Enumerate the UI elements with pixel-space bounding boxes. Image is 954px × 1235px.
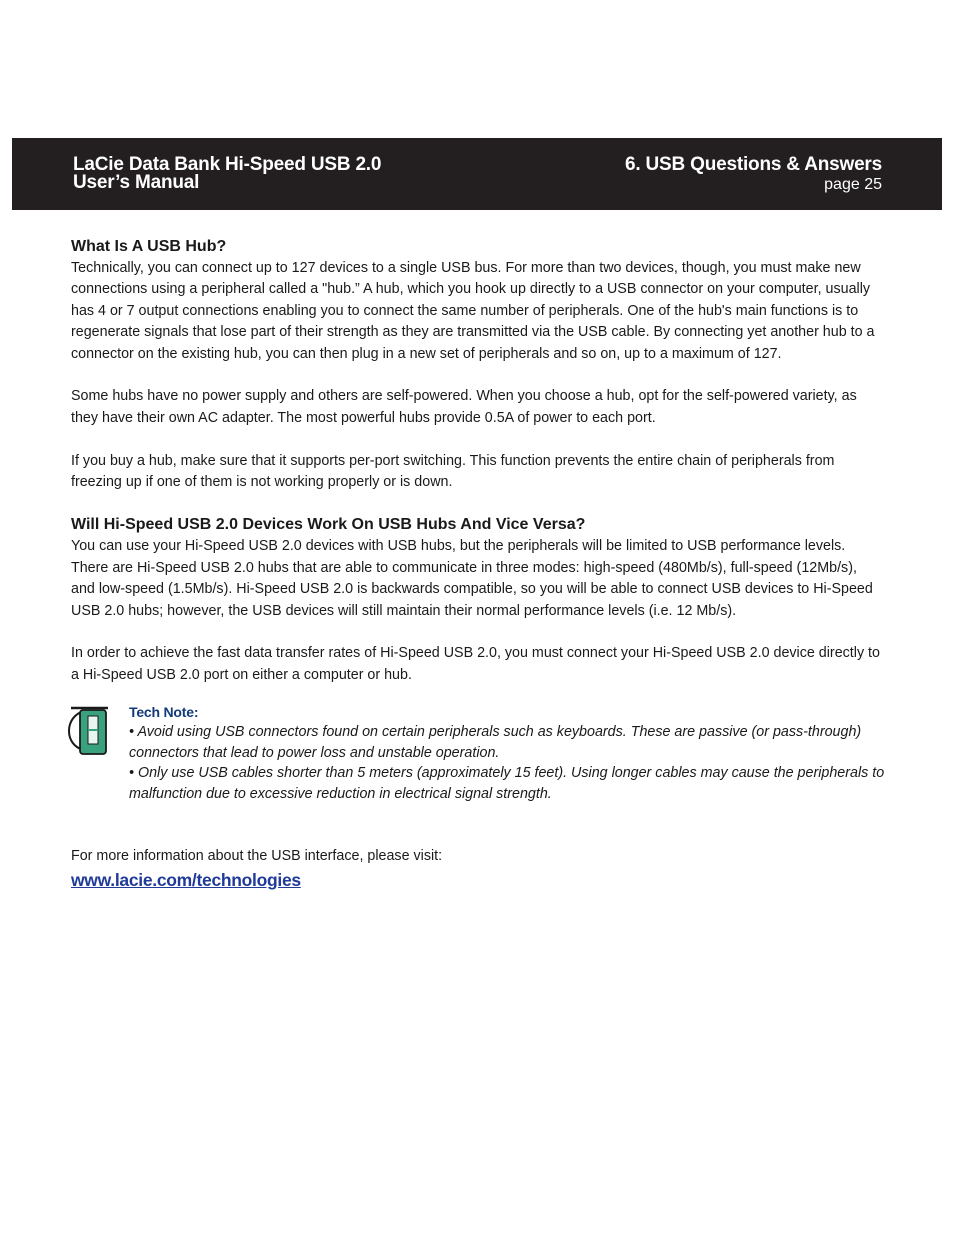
paragraph: Technically, you can connect up to 127 devices to a single USB bus. For more than two devices, though, you must make new connections using a peripheral called a "hub.” A hub, which you hook up directly to a USB connector on your computer, usually has 4 or 7 output connections enabling you to connect the same number of peripherals. One of the hub's main functions is to regenerate signals that lose part of their strength as they are transmitted via the USB cable. By connecting yet another hub to a connector on the existing hub, you can then plug in a new set of peripherals and so on, up to a maximum of 127. [71, 260, 875, 362]
page-header [12, 138, 942, 210]
manual-subtitle: User’s Manual [73, 172, 200, 193]
tech-note-icon [68, 702, 124, 758]
paragraph: In order to achieve the fast data transfer rates of Hi-Speed USB 2.0, you must connect your Hi-Speed USB 2.0 device directly to a Hi-Speed USB 2.0 port on either a computer or hub. [71, 645, 880, 683]
technologies-link[interactable]: www.lacie.com/technologies [71, 869, 301, 890]
paragraph: If you buy a hub, make sure that it supports per-port switching. This function prevents the entire chain of peripherals from freezing up if one of them is not working properly or is down. [71, 452, 835, 491]
tech-note [71, 702, 883, 806]
section-heading-compatibility: Will Hi-Speed USB 2.0 Devices Work On USB Hubs And Vice Versa? [71, 516, 586, 534]
section-heading-usb-hub: What Is A USB Hub? [71, 238, 227, 255]
page-number: page 25 [824, 176, 882, 193]
tech-note-item: • Only use USB cables shorter than 5 meters (approximately 15 feet). Using longer cables may cause the peripherals to malfunction due to excessive reduction in electrical signal strength. [129, 765, 885, 803]
more-info-text: For more information about the USB interface, please visit: [71, 848, 443, 865]
paragraph: Some hubs have no power supply and others are self-powered. When you choose a hub, opt for the self-powered variety, as they have their own AC adapter. The most powerful hubs provide 0.5A of power to each port. [71, 388, 857, 426]
manual-title: LaCie Data Bank Hi-Speed USB 2.0 [73, 154, 382, 175]
tech-note-item: • Avoid using USB connectors found on certain peripherals such as keyboards. These are passive (or pass-through) connectors that lead to power loss and unstable operation. [129, 724, 862, 761]
tech-note-label: Tech Note: [129, 704, 199, 721]
paragraph: You can use your Hi-Speed USB 2.0 devices with USB hubs, but the peripherals will be limited to USB performance levels. There are Hi-Speed USB 2.0 hubs that are able to communicate in three modes: high-speed (480Mb/s), full-speed (12Mb/s), and low-speed (1.5Mb/s). Hi-Speed USB 2.0 is backwards compatible, so you will be able to connect USB devices to Hi-Speed USB 2.0 hubs; however, the USB devices will still maintain their normal performance levels (i.e. 12 Mb/s). [71, 538, 873, 619]
section-title: 6. USB Questions & Answers [625, 154, 882, 175]
more-info [71, 846, 883, 891]
page-content [71, 236, 883, 892]
